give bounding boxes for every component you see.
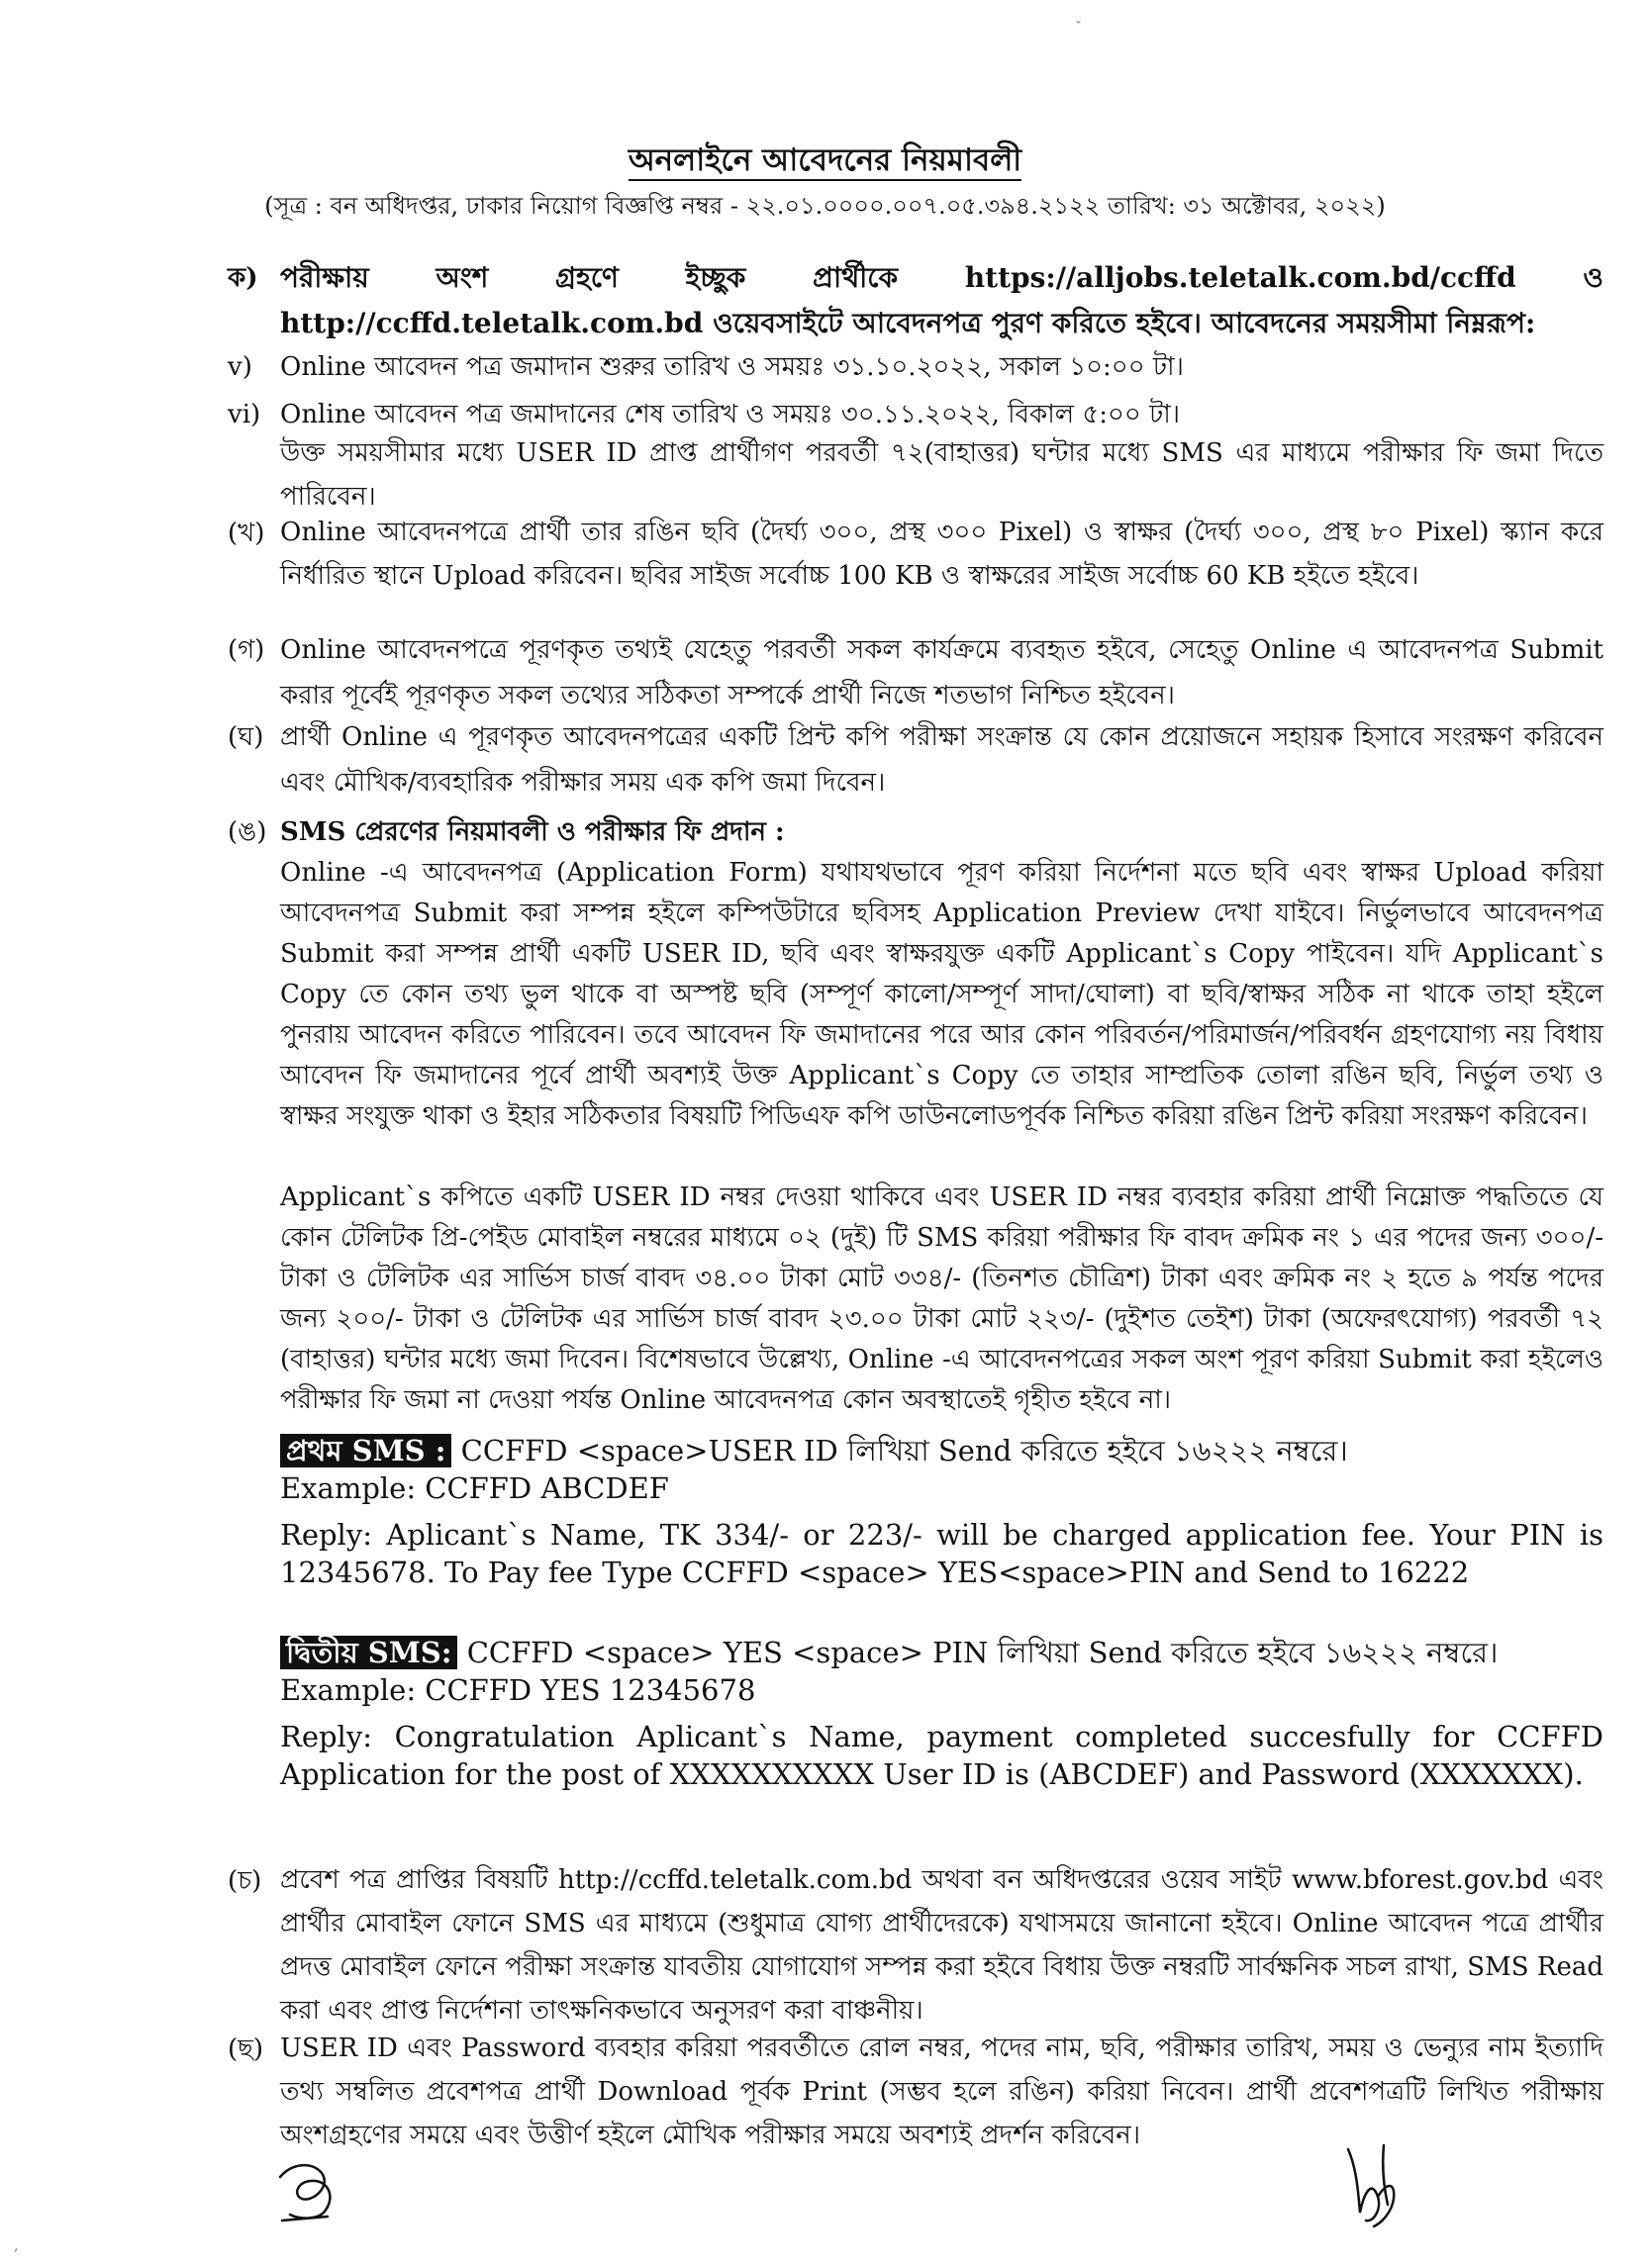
item-kha-text: Online আবেদনপত্রে প্রার্থী তার রঙিন ছবি (দৈর্ঘ্য ৩০০, প্রস্থ ৩০০ Pixel) ও স্বাক্ষর (দৈর্ঘ্য ৩০০, প্রস্থ ৮০ Pixel) স্ক্যান করে নির্ধারিত স্থানে Upload করিবেন। ছবির সাইজ সর্বোচ্চ 100 KB ও স্বাক্ষরের সাইজ সর্বোচ্চ 60 KB হইতে হইবে। <box>280 518 1603 591</box>
item-ka-text: পরীক্ষায় অংশ গ্রহণে ইচ্ছুক প্রার্থীকে https://alljobs.teletalk.com.bd/ccffd ও http://ccffd.teletalk.com.bd ওয়েবসাইটে আবেদনপত্র পুরণ করিতে হইবে। আবেদনের সময়সীমা নিম্নরূপ: <box>280 261 1603 339</box>
sms-first-tag: প্রথম SMS : <box>280 1434 451 1467</box>
sms-second-line <box>280 1633 1603 1672</box>
item-cha-text: প্রবেশ পত্র প্রাপ্তির বিষয়টি http://ccffd.teletalk.com.bd অথবা বন অধিদপ্তরের ওয়েব সাইট www.bforest.gov.bd এবং প্রার্থীর মোবাইল ফোনে SMS এর মাধ্যমে (শুধুমাত্র যোগ্য প্রার্থীদেরকে) যথাসময়ে জানানো হইবে। Online আবেদন পত্রে প্রার্থীর প্রদত্ত মোবাইল ফোনে পরীক্ষা সংক্রান্ত যাবতীয় যোগাযোগ সম্পন্ন করা হইবে বিধায় উক্ত নম্বরটি সার্বক্ষনিক সচল রাখা, SMS Read করা এবং প্রাপ্ত নির্দেশনা তাৎক্ষনিকভাবে অনুসরণ করা বাঞ্চনীয়। <box>280 1865 1603 2026</box>
item-kha-mark: (খ) <box>228 519 265 548</box>
item-ka-mark: ক) <box>228 263 258 293</box>
item-gha-text: প্রার্থী Online এ পূরণকৃত আবেদনপত্রের একটি প্রিন্ট কপি পরীক্ষা সংক্রান্ত যে কোন প্রয়োজনে সহায়ক হিসাবে সংরক্ষণ করিবেন এবং মৌখিক/ব্যবহারিক পরীক্ষার সময় এক কপি জমা দিবেন। <box>280 722 1603 798</box>
item-ga-mark: (গ) <box>228 635 265 665</box>
item-v-mark: v) <box>228 352 252 382</box>
item-ga-text: Online আবেদনপত্রে পূরণকৃত তথ্যই যেহেতু পরবর্তী সকল কার্যক্রমে ব্যবহৃত হইবে, সেহেতু Online এ আবেদনপত্র Submit করার পূর্বেই পূরণকৃত সকল তথ্যের সঠিকতা সম্পর্কে প্রার্থী নিজে শতভাগ নিশ্চিত হইবেন। <box>280 635 1603 710</box>
item-v-text: Online আবেদন পত্র জমাদান শুরুর তারিখ ও সময়ঃ ৩১.১০.২০২২, সকাল ১০:০০ টা। <box>280 352 1184 382</box>
stray-mark: ˇ <box>1075 20 1082 36</box>
item-cha-mark: (চ) <box>228 1866 262 1896</box>
item-umo-heading: SMS প্রেরণের নিয়মাবলী ও পরীক্ষার ফি প্রদান : <box>280 817 785 847</box>
left-signature <box>272 2155 351 2234</box>
item-umo-paragraph-2: Applicant`s কপিতে একটি USER ID নম্বর দেওয়া থাকিবে এবং USER ID নম্বর ব্যবহার করিয়া প্রার্থী নিম্নোক্ত পদ্ধতিতে যে কোন টেলিটক প্রি-পেইড মোবাইল নম্বরের মাধ্যমে ০২ (দুই) টি SMS করিয়া পরীক্ষার ফি বাবদ ক্রমিক নং ১ এর পদের জন্য ৩০০/- টাকা ও টেলিটক এর সার্ভিস চার্জ বাবদ ৩৪.০০ টাকা মোট ৩৩৪/- (তিনশত চৌত্রিশ) টাকা এবং ক্রমিক নং ২ হতে ৯ পর্যন্ত পদের জন্য ২০০/- টাকা ও টেলিটক এর সার্ভিস চার্জ বাবদ ২৩.০০ টাকা মোট ২২৩/- (দুইশত তেইশ) টাকা (অফেরৎযোগ্য) পরবর্তী ৭২ (বাহাত্তর) ঘন্টার মধ্যে জমা দিবেন। বিশেষভাবে উল্লেখ্য, Online -এ আবেদনপত্রের সকল অংশ পূরণ করিয়া Submit করা হইলেও পরীক্ষার ফি জমা না দেওয়া পর্যন্ত Online আবেদনপত্র কোন অবস্থাতেই গৃহীত হইবে না। <box>280 1182 1603 1415</box>
item-chha-mark: (ছ) <box>228 2034 264 2064</box>
right-signature <box>1338 2137 1407 2232</box>
item-umo-paragraph-1: Online -এ আবেদনপত্র (Application Form) যথাযথভাবে পূরণ করিয়া নির্দেশনা মতে ছবি এবং স্বাক্ষর Upload করিয়া আবেদনপত্র Submit করা সম্পন্ন হইলে কম্পিউটারে ছবিসহ Application Preview দেখা যাইবে। নির্ভুলভাবে আবেদনপত্র Submit করা সম্পন্ন প্রার্থী একটি USER ID, ছবি এবং স্বাক্ষরযুক্ত একটি Applicant`s Copy পাইবেন। যদি Applicant`s Copy তে কোন তথ্য ভুল থাকে বা অস্পষ্ট ছবি (সম্পূর্ণ কালো/সম্পূর্ণ সাদা/ঘোলা) বা ছবি/স্বাক্ষর সঠিক না থাকে তাহা হইলে পুনরায় আবেদন করিতে পারিবেন। তবে আবেদন ফি জমাদানের পরে আর কোন পরিবর্তন/পরিমার্জন/পরিবর্ধন গ্রহণযোগ্য নয় বিধায় আবেদন ফি জমাদানের পূর্বে প্রার্থী অবশ্যই উক্ত Applicant`s Copy তে তাহার সাম্প্রতিক তোলা রঙিন ছবি, নির্ভুল তথ্য ও স্বাক্ষর সংযুক্ত থাকা ও ইহার সঠিকতার বিষয়টি পিডিএফ কপি ডাউনলোডপূর্বক নিশ্চিত করিয়া রঙিন প্রিন্ট করিয়া সংরক্ষণ করিবেন। <box>280 858 1603 1131</box>
item-chha-text: USER ID এবং Password ব্যবহার করিয়া পরবর্তীতে রোল নম্বর, পদের নাম, ছবি, পরীক্ষার তারিখ, সময় ও ভেন্যুর নাম ইত্যাদি তথ্য সম্বলিত প্রবেশপত্র প্রার্থী Download পূর্বক Print (সম্ভব হলে রঙিন) করিয়া নিবেন। প্রার্থী প্রবেশপত্রটি লিখিত পরীক্ষায় অংশগ্রহণের সময়ে এবং উত্তীর্ণ হইলে মৌখিক পরীক্ষার সময়ে অবশ্যই প্রদর্শন করিবেন। <box>280 2033 1603 2150</box>
sms-second-text: CCFFD <space> YES <space> PIN লিখিয়া Send করিতে হইবে ১৬২২২ নম্বরে। <box>466 1636 1499 1669</box>
stray-mark-bottom: , <box>14 2238 19 2254</box>
sms-second-tag: দ্বিতীয় SMS: <box>280 1636 457 1669</box>
sms-first-example: Example: CCFFD ABCDEF <box>280 1471 669 1505</box>
sms-second-example: Example: CCFFD YES 12345678 <box>280 1673 756 1707</box>
sms-first-reply: Reply: Aplicant`s Name, TK 334/- or 223/- will be charged application fee. Your PIN is 12345678. To Pay fee Type CCFFD <space> YES<space>PIN and Send to 16222 <box>280 1518 1603 1589</box>
source-reference: (সূত্র : বন অধিদপ্তর, ঢাকার নিয়োগ বিজ্ঞপ্তি নম্বর - ২২.০১.০০০০.০০৭.০৫.৩৯৪.২১২২ তারিখ: ৩১ অক্টোবর, ২০২২) <box>264 192 1386 220</box>
item-vi-text: Online আবেদন পত্র জমাদানের শেষ তারিখ ও সময়ঃ ৩০.১১.২০২২, বিকাল ৫:০০ টা। <box>280 400 1181 429</box>
item-vi-mark: vi) <box>228 400 261 429</box>
sms-second-reply: Reply: Congratulation Aplicant`s Name, payment completed succesfully for CCFFD Application for the post of XXXXXXXXXX User ID is (ABCDEF) and Password (XXXXXXX). <box>280 1720 1603 1791</box>
item-vi-note: উক্ত সময়সীমার মধ্যে USER ID প্রাপ্ত প্রার্থীগণ পরবর্তী ৭২(বাহাত্তর) ঘন্টার মধ্যে SMS এর মাধ্যমে পরীক্ষার ফি জমা দিতে পারিবেন। <box>280 438 1603 512</box>
sms-first-line <box>280 1431 1603 1470</box>
sms-first-text: CCFFD <space>USER ID লিখিয়া Send করিতে হইবে ১৬২২২ নম্বরে। <box>460 1434 1348 1467</box>
item-umo-mark: (ঙ) <box>228 817 267 847</box>
item-gha-mark: (ঘ) <box>228 722 264 752</box>
page-title: অনলাইনে আবেদনের নিয়মাবলী <box>0 137 1650 188</box>
